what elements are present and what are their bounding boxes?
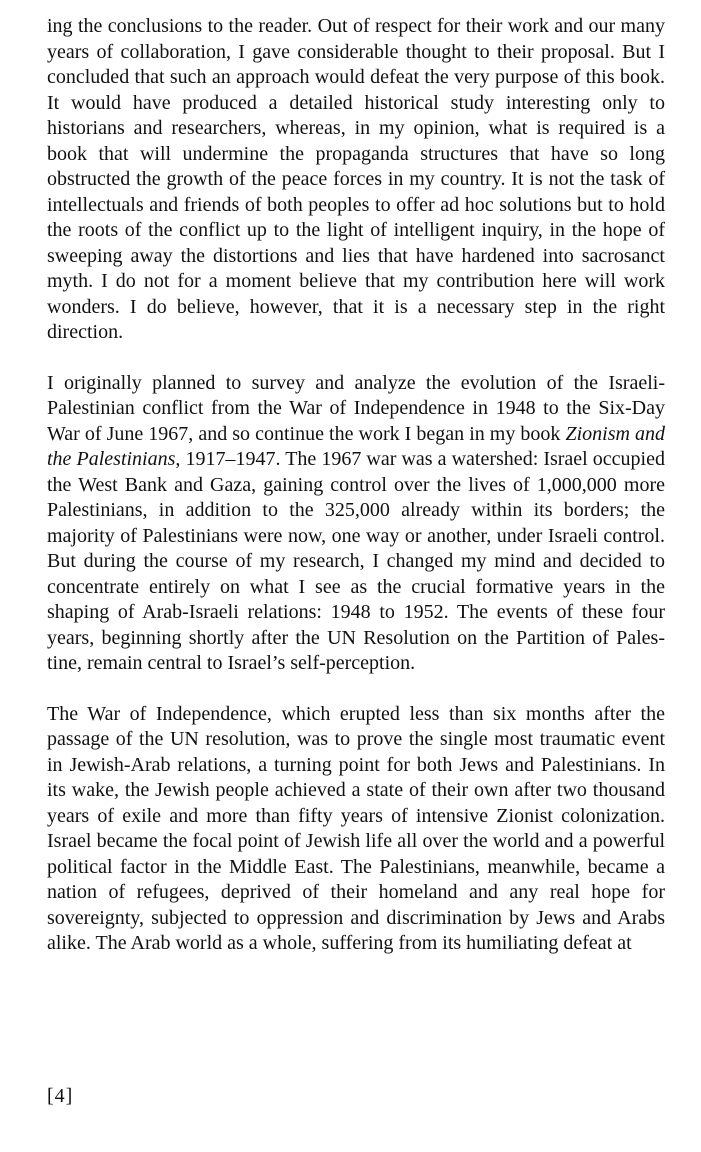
paragraph-2-end: , 1917–1947. The 1967 war was a watershed: Israel occupied the West Bank and Gaza, gaining control over the lives of 1,000,000 more Palestinians, in addition to the 325,000 already within its borders; the majority of Palestinians were now, one way or another, under Israeli control. But during the course of my research, I changed my mind and decided to concentrate entirely on what I see as the crucial formative years in the shaping of Arab-Israeli relations: 1948 to 1952. The events of these four years, beginning shortly after the UN Resolution on the Partition of Palestine, remain central to Israel’s self-perception.	[47, 448, 665, 674]
book-title: Zionism and the Palestinians	[47, 422, 665, 470]
paragraph-2-start: I originally planned to survey and analyze the evolution of the Israeli-Palestinian conflict from the War of Independence in 1948 to the Six-Day War of June 1967, and so continue the work I began in my book	[47, 371, 665, 445]
paragraph-1: ing the conclusions to the reader. Out of respect for their work and our many years of collaboration, I gave considerable thought to their proposal. But I concluded that such an approach would defeat the very purpose of this book. It would have produced a detailed historical study interesting only to historians and researchers, whereas, in my opinion, what is required is a book that will undermine the propaganda structures that have so long obstructed the growth of the peace forces in my country. It is not the task of intellectuals and friends of both peoples to offer ad hoc solutions but to hold the roots of the conflict up to the light of intelligent inquiry, in the hope of sweeping away the distortions and lies that have hardened into sacrosanct myth. I do not for a moment believe that my contribution here will work wonders. I do believe, however, that it is a necessary step in the right direction.	[47, 15, 665, 343]
body-text	[47, 14, 665, 957]
paragraph-2	[47, 371, 665, 677]
page-number: [4]	[47, 1085, 74, 1107]
paragraph-3: The War of Independence, which erupted less than six months after the passage of the UN resolution, was to prove the single most traumatic event in Jewish-Arab relations, a turning point for both Jews and Palestinians. In its wake, the Jewish people achieved a state of their own after two thousand years of exile and more than fifty years of intensive Zionist colonization. Israel became the focal point of Jewish life all over the world and a powerful political factor in the Middle East. The Palestinians, meanwhile, became a nation of refugees, deprived of their homeland and any real hope for sovereignty, subjected to oppression and discrimination by Jews and Arabs alike. The Arab world as a whole, suffering from its humiliating defeat at	[47, 702, 665, 954]
